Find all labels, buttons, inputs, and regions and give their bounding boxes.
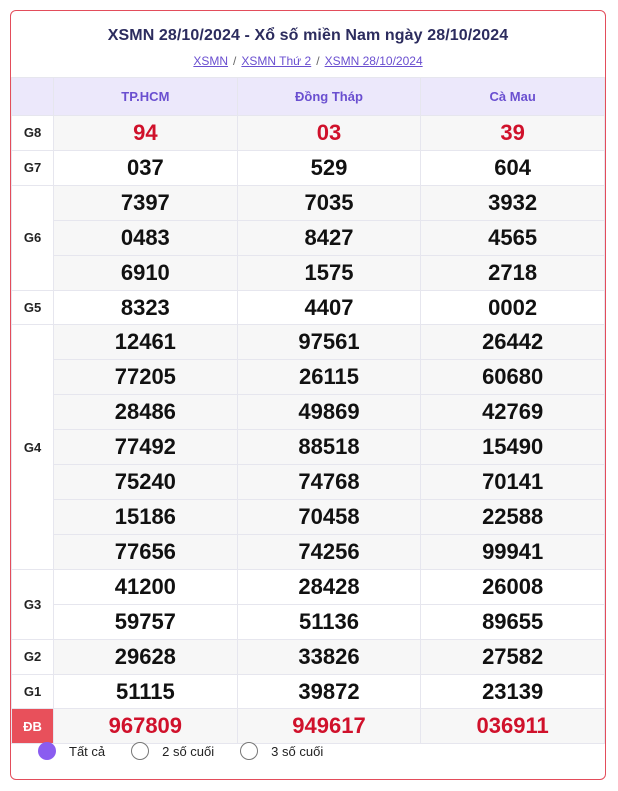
prize-number: 4565 bbox=[421, 220, 605, 255]
prize-row-g3 bbox=[12, 604, 605, 639]
prize-label: G2 bbox=[12, 639, 54, 674]
filter-option-label: 2 số cuối bbox=[162, 743, 215, 759]
prize-number: 03 bbox=[237, 116, 421, 151]
prize-row-g4 bbox=[12, 430, 605, 465]
prize-label: G1 bbox=[12, 674, 54, 709]
filter-option-label: 3 số cuối bbox=[271, 743, 324, 759]
prize-number: 967809 bbox=[54, 709, 238, 744]
prize-number: 51136 bbox=[237, 604, 421, 639]
prize-label: G7 bbox=[12, 150, 54, 185]
prize-number: 39 bbox=[421, 116, 605, 151]
prize-number: 39872 bbox=[237, 674, 421, 709]
prize-label: G4 bbox=[12, 325, 54, 569]
filter-option-last-2[interactable] bbox=[131, 742, 214, 760]
prize-row-g4 bbox=[12, 360, 605, 395]
results-body bbox=[12, 116, 605, 744]
radio-unchecked-icon[interactable] bbox=[131, 742, 149, 760]
filter-option-last-3[interactable] bbox=[240, 742, 323, 760]
prize-number: 7397 bbox=[54, 185, 238, 220]
prize-number: 036911 bbox=[421, 709, 605, 744]
prize-number: 77205 bbox=[54, 360, 238, 395]
prize-label: G3 bbox=[12, 569, 54, 639]
prize-number: 70458 bbox=[237, 499, 421, 534]
prize-label: G6 bbox=[12, 185, 54, 290]
prize-number: 0002 bbox=[421, 290, 605, 325]
prize-number: 88518 bbox=[237, 430, 421, 465]
filter-option-label: Tất cả bbox=[69, 743, 106, 759]
prize-number: 2718 bbox=[421, 255, 605, 290]
prize-number: 037 bbox=[54, 150, 238, 185]
radio-checked-icon[interactable] bbox=[38, 742, 56, 760]
prize-row-g4 bbox=[12, 325, 605, 360]
prize-number: 33826 bbox=[237, 639, 421, 674]
breadcrumb bbox=[11, 54, 605, 68]
prize-number: 42769 bbox=[421, 395, 605, 430]
radio-unchecked-icon[interactable] bbox=[240, 742, 258, 760]
prize-number: 4407 bbox=[237, 290, 421, 325]
prize-row-g2 bbox=[12, 639, 605, 674]
prize-number: 70141 bbox=[421, 465, 605, 500]
prize-row-g5 bbox=[12, 290, 605, 325]
prize-number: 60680 bbox=[421, 360, 605, 395]
prize-number: 26442 bbox=[421, 325, 605, 360]
province-header: Đồng Tháp bbox=[237, 78, 421, 116]
prize-number: 77656 bbox=[54, 534, 238, 569]
prize-number: 77492 bbox=[54, 430, 238, 465]
prize-number: 51115 bbox=[54, 674, 238, 709]
prize-number: 8323 bbox=[54, 290, 238, 325]
prize-row-g4 bbox=[12, 499, 605, 534]
prize-number: 28428 bbox=[237, 569, 421, 604]
prize-number: 26008 bbox=[421, 569, 605, 604]
filter-option-all[interactable] bbox=[38, 742, 105, 760]
prize-number: 8427 bbox=[237, 220, 421, 255]
page-title: XSMN 28/10/2024 - Xổ số miền Nam ngày 28/10/2024 bbox=[107, 27, 509, 44]
prize-number: 1575 bbox=[237, 255, 421, 290]
prize-number: 604 bbox=[421, 150, 605, 185]
prize-number: 23139 bbox=[421, 674, 605, 709]
breadcrumb-separator: / bbox=[233, 54, 237, 68]
prize-number: 94 bbox=[54, 116, 238, 151]
prize-number: 27582 bbox=[421, 639, 605, 674]
prize-row-g6 bbox=[12, 185, 605, 220]
prize-number: 15490 bbox=[421, 430, 605, 465]
prize-number: 12461 bbox=[54, 325, 238, 360]
digit-filter-group bbox=[11, 723, 605, 779]
prize-number: 99941 bbox=[421, 534, 605, 569]
prize-label: G5 bbox=[12, 290, 54, 325]
prize-number: 89655 bbox=[421, 604, 605, 639]
results-card bbox=[10, 10, 606, 780]
results-table bbox=[11, 77, 605, 744]
prize-row-g4 bbox=[12, 534, 605, 569]
prize-number: 29628 bbox=[54, 639, 238, 674]
prize-number: 97561 bbox=[237, 325, 421, 360]
prize-column-header bbox=[12, 78, 54, 116]
breadcrumb-separator: / bbox=[316, 54, 320, 68]
province-header-row bbox=[12, 78, 605, 116]
prize-row-g6 bbox=[12, 255, 605, 290]
prize-number: 49869 bbox=[237, 395, 421, 430]
breadcrumb-link-xsmn[interactable]: XSMN bbox=[193, 54, 229, 68]
prize-number: 7035 bbox=[237, 185, 421, 220]
prize-number: 26115 bbox=[237, 360, 421, 395]
prize-number: 59757 bbox=[54, 604, 238, 639]
province-header: Cà Mau bbox=[421, 78, 605, 116]
prize-row-g1 bbox=[12, 674, 605, 709]
prize-number: 74768 bbox=[237, 465, 421, 500]
prize-row-g4 bbox=[12, 395, 605, 430]
results-header bbox=[11, 11, 605, 77]
prize-row-g6 bbox=[12, 220, 605, 255]
breadcrumb-link-xsmn-thu-2[interactable]: XSMN Thứ 2 bbox=[241, 54, 312, 68]
breadcrumb-link-xsmn-date[interactable]: XSMN 28/10/2024 bbox=[324, 54, 423, 68]
prize-number: 0483 bbox=[54, 220, 238, 255]
prize-number: 41200 bbox=[54, 569, 238, 604]
prize-row-g7 bbox=[12, 150, 605, 185]
prize-label: G8 bbox=[12, 116, 54, 151]
prize-row-g8 bbox=[12, 116, 605, 151]
prize-number: 15186 bbox=[54, 499, 238, 534]
prize-number: 529 bbox=[237, 150, 421, 185]
prize-number: 6910 bbox=[54, 255, 238, 290]
prize-row-g4 bbox=[12, 465, 605, 500]
prize-label: ĐB bbox=[12, 709, 54, 744]
prize-number: 3932 bbox=[421, 185, 605, 220]
prize-number: 22588 bbox=[421, 499, 605, 534]
prize-number: 28486 bbox=[54, 395, 238, 430]
province-header: TP.HCM bbox=[54, 78, 238, 116]
prize-row-g3 bbox=[12, 569, 605, 604]
prize-number: 74256 bbox=[237, 534, 421, 569]
prize-number: 75240 bbox=[54, 465, 238, 500]
prize-number: 949617 bbox=[237, 709, 421, 744]
